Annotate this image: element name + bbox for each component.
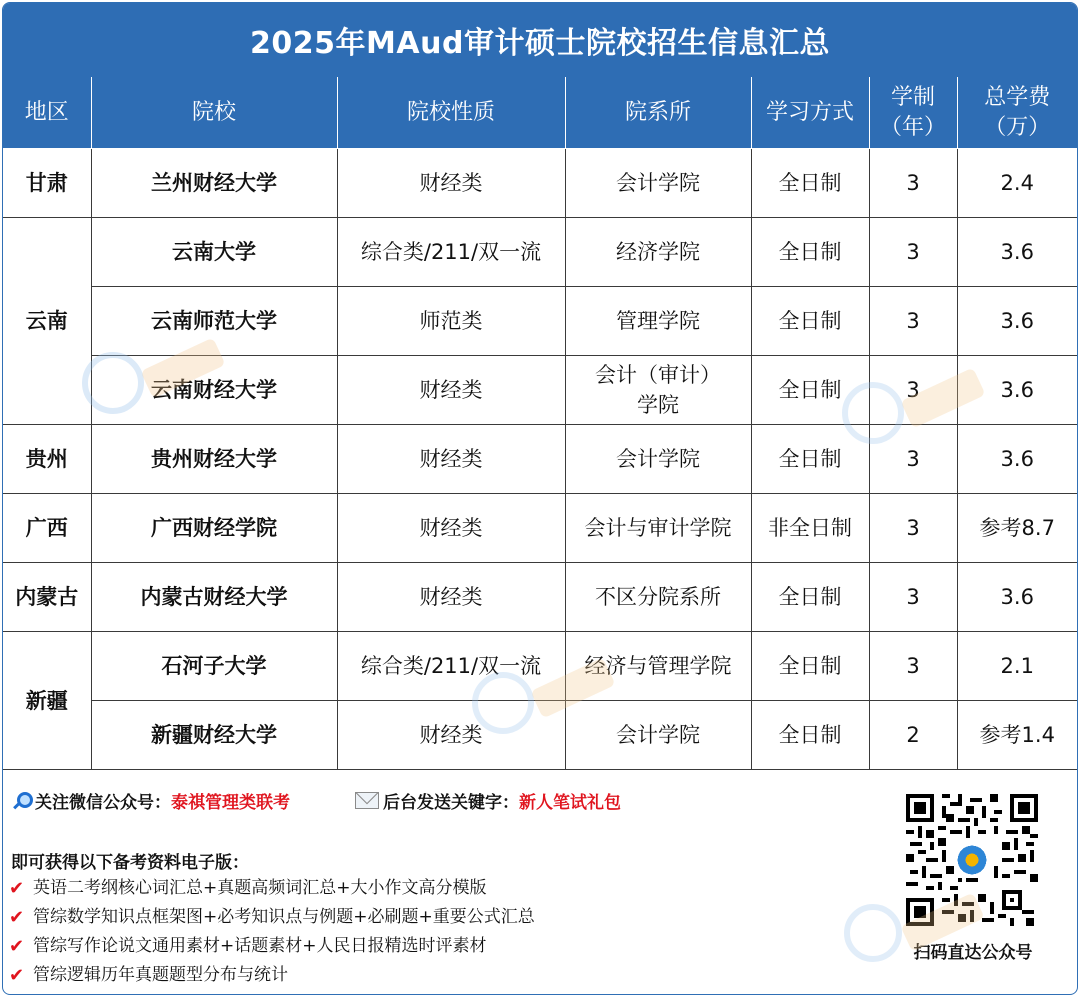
school-cell: 石河子大学 <box>91 632 337 701</box>
department-cell: 经济学院 <box>565 218 751 287</box>
mode-cell: 全日制 <box>751 218 869 287</box>
mode-cell: 全日制 <box>751 149 869 218</box>
department-cell: 会计学院 <box>565 701 751 770</box>
check-icon: ✔ <box>9 936 25 957</box>
qr-caption: 扫码直达公众号 <box>913 943 1033 963</box>
nature-cell: 财经类 <box>337 563 565 632</box>
keyword-line <box>355 788 621 813</box>
table-row <box>3 218 1077 287</box>
table-row <box>3 425 1077 494</box>
fee-cell: 3.6 <box>957 287 1077 356</box>
nature-cell: 综合类/211/双一流 <box>337 218 565 287</box>
department-cell: 会计学院 <box>565 149 751 218</box>
table-row <box>3 356 1077 425</box>
mode-cell: 非全日制 <box>751 494 869 563</box>
nature-cell: 财经类 <box>337 494 565 563</box>
table-row <box>3 701 1077 770</box>
list-item: ✔ 英语二考纲核心词汇总+真题高频词汇总+大小作文高分模版 <box>9 874 535 903</box>
department-cell: 会计（审计） 学院 <box>565 356 751 425</box>
nature-cell: 财经类 <box>337 425 565 494</box>
table-row <box>3 494 1077 563</box>
promo-footer <box>3 772 1077 994</box>
mode-cell: 全日制 <box>751 425 869 494</box>
school-cell: 云南师范大学 <box>91 287 337 356</box>
school-cell: 云南大学 <box>91 218 337 287</box>
mode-cell: 全日制 <box>751 287 869 356</box>
materials-list <box>9 874 535 990</box>
region-cell: 云南 <box>3 218 91 425</box>
school-cell: 内蒙古财经大学 <box>91 563 337 632</box>
nature-cell: 财经类 <box>337 701 565 770</box>
department-cell: 经济与管理学院 <box>565 632 751 701</box>
school-cell: 云南财经大学 <box>91 356 337 425</box>
fee-cell: 2.1 <box>957 632 1077 701</box>
mode-cell: 全日制 <box>751 632 869 701</box>
years-cell: 3 <box>869 356 957 425</box>
school-cell: 广西财经学院 <box>91 494 337 563</box>
years-cell: 3 <box>869 632 957 701</box>
school-cell: 新疆财经大学 <box>91 701 337 770</box>
page-title: 2025年MAud审计硕士院校招生信息汇总 <box>3 3 1077 77</box>
years-cell: 3 <box>869 494 957 563</box>
header-study-mode: 学习方式 <box>751 78 869 149</box>
info-card <box>2 2 1078 995</box>
department-cell: 会计学院 <box>565 425 751 494</box>
check-icon: ✔ <box>9 965 25 986</box>
magnifier-icon <box>11 791 33 811</box>
table-row <box>3 632 1077 701</box>
header-fee: 总学费 （万） <box>957 78 1077 149</box>
table-row <box>3 287 1077 356</box>
envelope-icon <box>355 792 379 809</box>
fee-cell: 参考1.4 <box>957 701 1077 770</box>
mode-cell: 全日制 <box>751 563 869 632</box>
nature-cell: 财经类 <box>337 149 565 218</box>
region-cell: 广西 <box>3 494 91 563</box>
list-item: ✔ 管综数学知识点框架图+必考知识点与例题+必刷题+重要公式汇总 <box>9 903 535 932</box>
follow-label: 关注微信公众号： <box>35 793 171 813</box>
qr-code[interactable] <box>906 794 1038 926</box>
fee-cell: 3.6 <box>957 218 1077 287</box>
header-department: 院系所 <box>565 78 751 149</box>
check-icon: ✔ <box>9 907 25 928</box>
fee-cell: 参考8.7 <box>957 494 1077 563</box>
header-region: 地区 <box>3 78 91 149</box>
follow-line <box>11 788 290 813</box>
header-school: 院校 <box>91 78 337 149</box>
admissions-table <box>3 77 1077 770</box>
fee-cell: 3.6 <box>957 425 1077 494</box>
header-years: 学制 （年） <box>869 78 957 149</box>
list-item: ✔ 管综逻辑历年真题题型分布与统计 <box>9 961 535 990</box>
table-row <box>3 149 1077 218</box>
fee-cell: 3.6 <box>957 563 1077 632</box>
nature-cell: 综合类/211/双一流 <box>337 632 565 701</box>
school-cell: 贵州财经大学 <box>91 425 337 494</box>
materials-intro: 即可获得以下备考资料电子版： <box>11 853 249 873</box>
table-header-row <box>3 78 1077 149</box>
years-cell: 3 <box>869 563 957 632</box>
fee-cell: 2.4 <box>957 149 1077 218</box>
keyword-label: 后台发送关键字： <box>383 793 519 813</box>
mode-cell: 全日制 <box>751 701 869 770</box>
fee-cell: 3.6 <box>957 356 1077 425</box>
keyword-value: 新人笔试礼包 <box>519 793 621 813</box>
school-cell: 兰州财经大学 <box>91 149 337 218</box>
nature-cell: 师范类 <box>337 287 565 356</box>
years-cell: 3 <box>869 287 957 356</box>
check-icon: ✔ <box>9 878 25 899</box>
years-cell: 3 <box>869 218 957 287</box>
nature-cell: 财经类 <box>337 356 565 425</box>
table-row <box>3 563 1077 632</box>
header-nature: 院校性质 <box>337 78 565 149</box>
department-cell: 不区分院系所 <box>565 563 751 632</box>
mode-cell: 全日制 <box>751 356 869 425</box>
list-item: ✔ 管综写作论说文通用素材+话题素材+人民日报精选时评素材 <box>9 932 535 961</box>
years-cell: 2 <box>869 701 957 770</box>
department-cell: 管理学院 <box>565 287 751 356</box>
follow-account[interactable]: 泰祺管理类联考 <box>171 793 290 813</box>
region-cell: 贵州 <box>3 425 91 494</box>
years-cell: 3 <box>869 425 957 494</box>
region-cell: 甘肃 <box>3 149 91 218</box>
years-cell: 3 <box>869 149 957 218</box>
region-cell: 内蒙古 <box>3 563 91 632</box>
region-cell: 新疆 <box>3 632 91 770</box>
department-cell: 会计与审计学院 <box>565 494 751 563</box>
